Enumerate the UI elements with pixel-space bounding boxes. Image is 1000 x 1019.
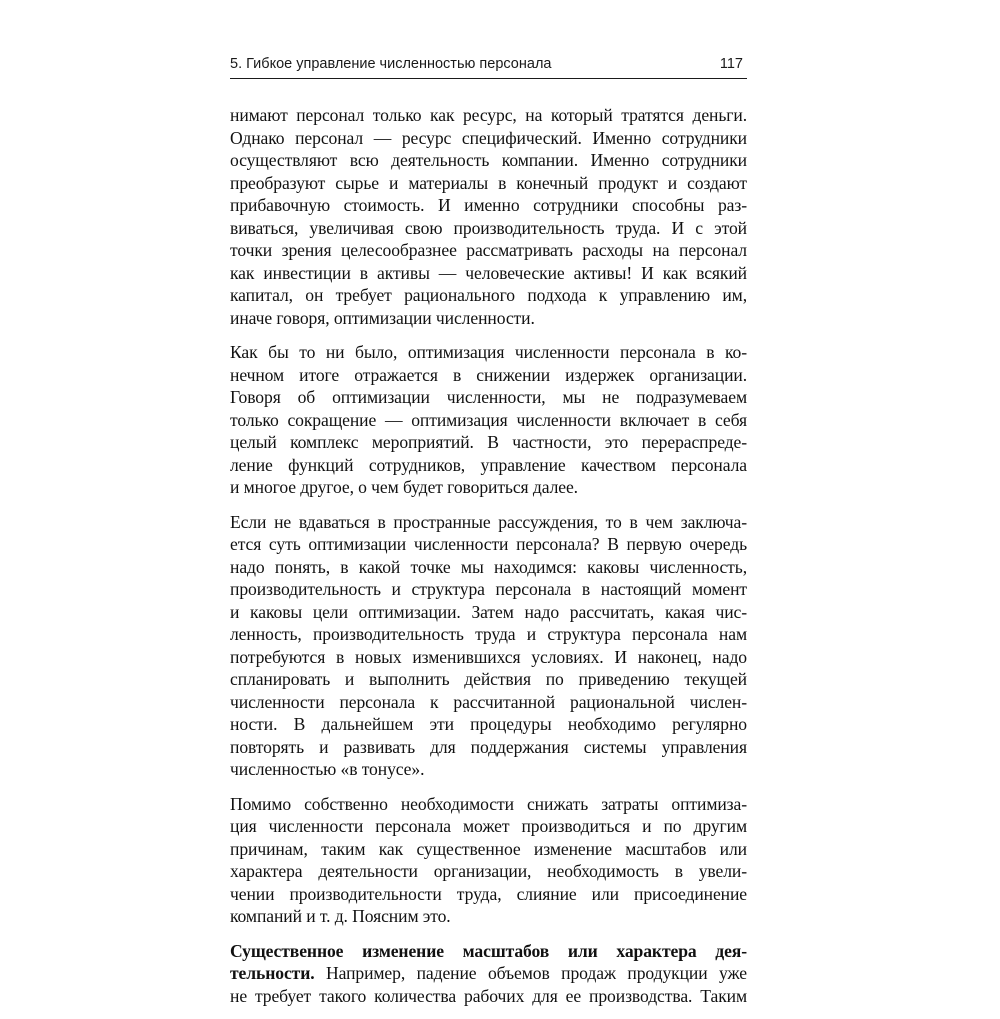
text-line: и многое другое, о чем будет говориться далее. [230, 477, 578, 497]
text-line: численностью «в тонусе». [230, 759, 425, 779]
text-line: спланировать и выполнить действия по приведению текущей [230, 669, 747, 689]
bold-heading-line: Существенное изменение масштабов или характера дея- [230, 940, 747, 961]
paragraph-1 [230, 104, 747, 329]
text-line: чении производительности труда, слияние или присоединение [230, 883, 747, 904]
text-line: повторять и развивать для поддержания системы управления [230, 736, 747, 757]
text-line: Если не вдаваться в пространные рассуждения, то в чем заключа- [230, 511, 747, 532]
text-line: капитал, он требует рационального подхода к управлению им, [230, 285, 747, 305]
text-line: иначе говоря, оптимизации численности. [230, 307, 535, 328]
text-line: прибавочную стоимость. И именно сотрудники способны раз- [230, 195, 747, 215]
section-title: 5. Гибкое управление численностью персонала [230, 56, 552, 72]
text-line: ленность, производительность труда и структура персонала нам [230, 624, 747, 644]
text-line: Говоря об оптимизации численности, мы не подразумеваем [230, 387, 747, 407]
body-text [230, 104, 747, 1019]
text-fragment: Например, падение объемов продаж продукции уже [314, 963, 747, 983]
text-line: ется суть оптимизации численности персонала? В первую очередь [230, 534, 747, 554]
text-line: компаний и т. д. Поясним это. [230, 906, 451, 926]
text-line: целый комплекс мероприятий. В частности, это перераспреде- [230, 432, 747, 452]
text-line: потребуются в новых изменившихся условиях. И наконец, надо [230, 646, 747, 667]
paragraph-5 [230, 940, 747, 1008]
bold-heading-end: тельности. [230, 963, 315, 983]
running-header [230, 56, 747, 79]
text-line: только сокращение — оптимизация численности включает в себя [230, 409, 747, 430]
text-line: Как бы то ни было, оптимизация численности персонала в ко- [230, 342, 747, 362]
text-line: как инвестиции в активы — человеческие активы! И как всякий [230, 262, 747, 283]
text-line [230, 962, 747, 985]
text-line: не требует такого количества рабочих для ее производства. Таким [230, 985, 747, 1006]
text-line: надо понять, в какой точке мы находимся: каковы численность, [230, 556, 747, 577]
text-line: характера деятельности организации, необходимость в увели- [230, 861, 747, 881]
paragraph-4 [230, 793, 747, 928]
text-line: Помимо собственно необходимости снижать затраты оптимиза- [230, 793, 747, 814]
page-number: 117 [719, 56, 743, 72]
text-line: и каковы цели оптимизации. Затем надо рассчитать, какая чис- [230, 601, 747, 622]
paragraph-2 [230, 341, 747, 499]
text-line: ление функций сотрудников, управление качеством персонала [230, 454, 747, 475]
text-line: ности. В дальнейшем эти процедуры необходимо регулярно [230, 714, 747, 734]
text-line: нечном итоге отражается в снижении издержек организации. [230, 364, 747, 385]
text-line: численности персонала к рассчитанной рациональной числен- [230, 691, 747, 712]
text-line: нимают персонал только как ресурс, на который тратятся деньги. [230, 105, 747, 125]
text-line: преобразуют сырье и материалы в конечный продукт и создают [230, 172, 747, 193]
text-line: точки зрения целесообразнее рассматривать расходы на персонал [230, 240, 747, 260]
text-line: производительность и структура персонала в настоящий момент [230, 579, 747, 599]
text-line: ция численности персонала может производиться и по другим [230, 816, 747, 836]
text-line: виваться, увеличивая свою производительность труда. И с этой [230, 217, 747, 238]
text-line: Однако персонал — ресурс специфический. Именно сотрудники [230, 127, 747, 148]
text-line: осуществляют всю деятельность компании. Именно сотрудники [230, 150, 747, 170]
paragraph-3 [230, 511, 747, 781]
text-line: причинам, таким как существенное изменение масштабов или [230, 838, 747, 859]
